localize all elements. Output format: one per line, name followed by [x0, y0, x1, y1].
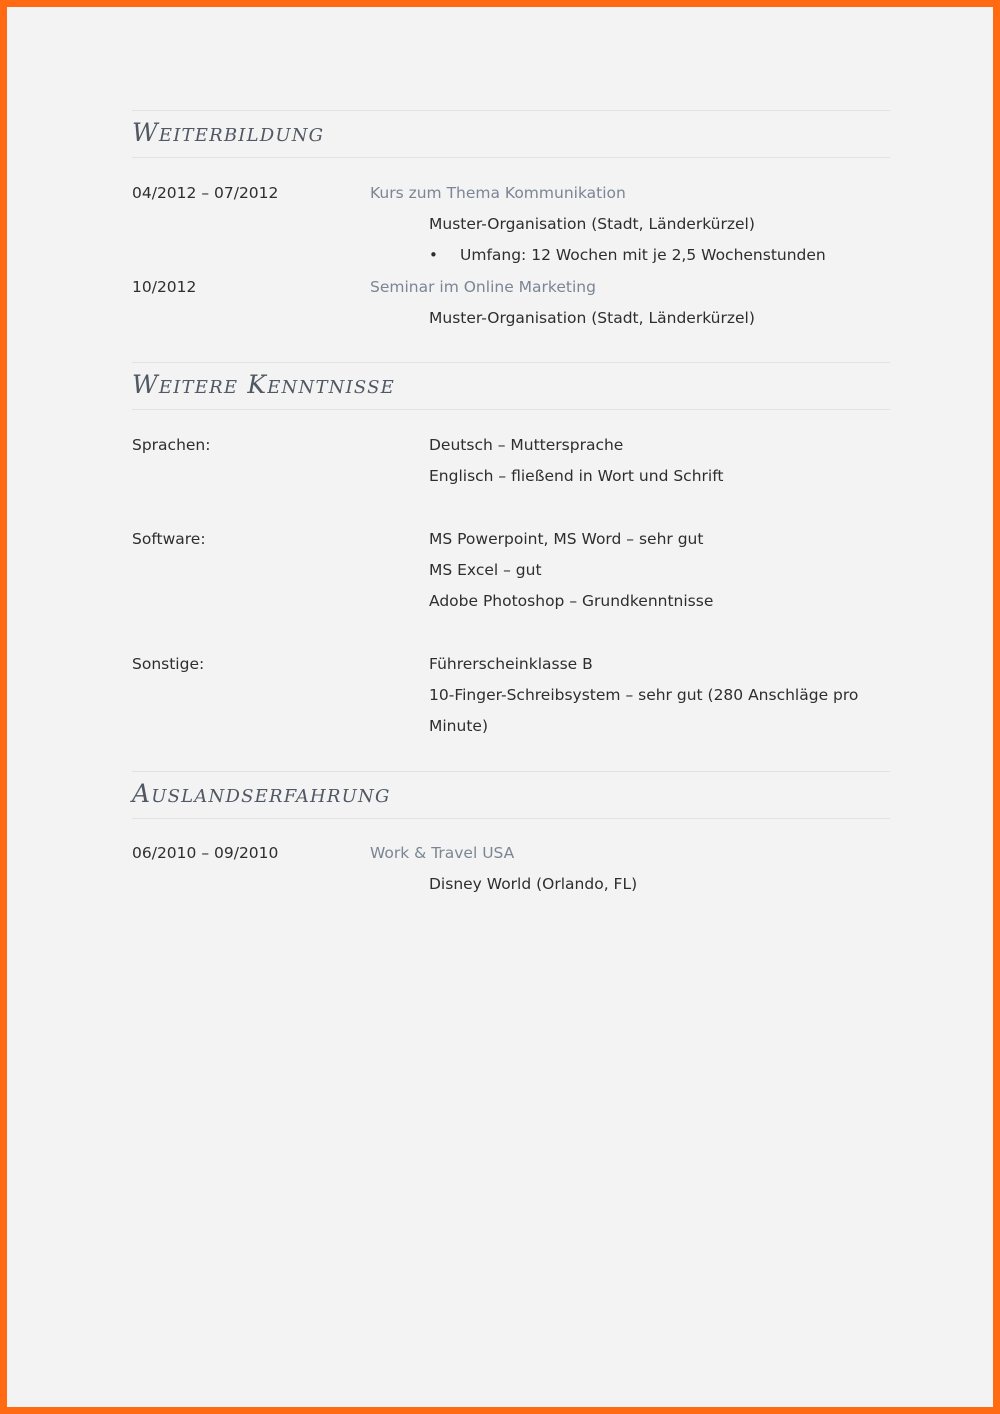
entry-organization: Muster-Organisation (Stadt, Länderkürzel): [429, 309, 755, 327]
skill-item: Minute): [429, 717, 488, 735]
entry-date: 10/2012: [132, 278, 197, 296]
entry-title: Kurs zum Thema Kommunikation: [370, 184, 626, 202]
entry-date: 04/2012 – 07/2012: [132, 184, 279, 202]
skill-item: MS Excel – gut: [429, 561, 542, 579]
section-title-weiterbildung: Weiterbildung: [132, 118, 325, 147]
bullet-icon: •: [429, 246, 438, 264]
section-divider: [132, 362, 890, 363]
section-divider: [132, 771, 890, 772]
skill-label-sprachen: Sprachen:: [132, 436, 211, 454]
entry-organization: Muster-Organisation (Stadt, Länderkürzel): [429, 215, 755, 233]
entry-bullet-text: Umfang: 12 Wochen mit je 2,5 Wochenstunden: [460, 246, 826, 264]
section-divider: [132, 409, 890, 410]
entry-title: Work & Travel USA: [370, 844, 515, 862]
entry-organization: Disney World (Orlando, FL): [429, 875, 638, 893]
skill-item: Deutsch – Muttersprache: [429, 436, 624, 454]
skill-label-sonstige: Sonstige:: [132, 655, 205, 673]
section-divider: [132, 818, 890, 819]
entry-title: Seminar im Online Marketing: [370, 278, 596, 296]
skill-item: Führerscheinklasse B: [429, 655, 593, 673]
entry-date: 06/2010 – 09/2010: [132, 844, 279, 862]
section-divider: [132, 110, 890, 111]
section-title-kenntnisse: Weitere Kenntnisse: [132, 370, 395, 399]
skill-item: 10-Finger-Schreibsystem – sehr gut (280 Anschläge pro: [429, 686, 859, 704]
section-divider: [132, 157, 890, 158]
skill-item: Englisch – fließend in Wort und Schrift: [429, 467, 724, 485]
skill-label-software: Software:: [132, 530, 206, 548]
section-title-ausland: Auslandserfahrung: [132, 779, 391, 808]
skill-item: MS Powerpoint, MS Word – sehr gut: [429, 530, 704, 548]
skill-item: Adobe Photoshop – Grundkenntnisse: [429, 592, 714, 610]
